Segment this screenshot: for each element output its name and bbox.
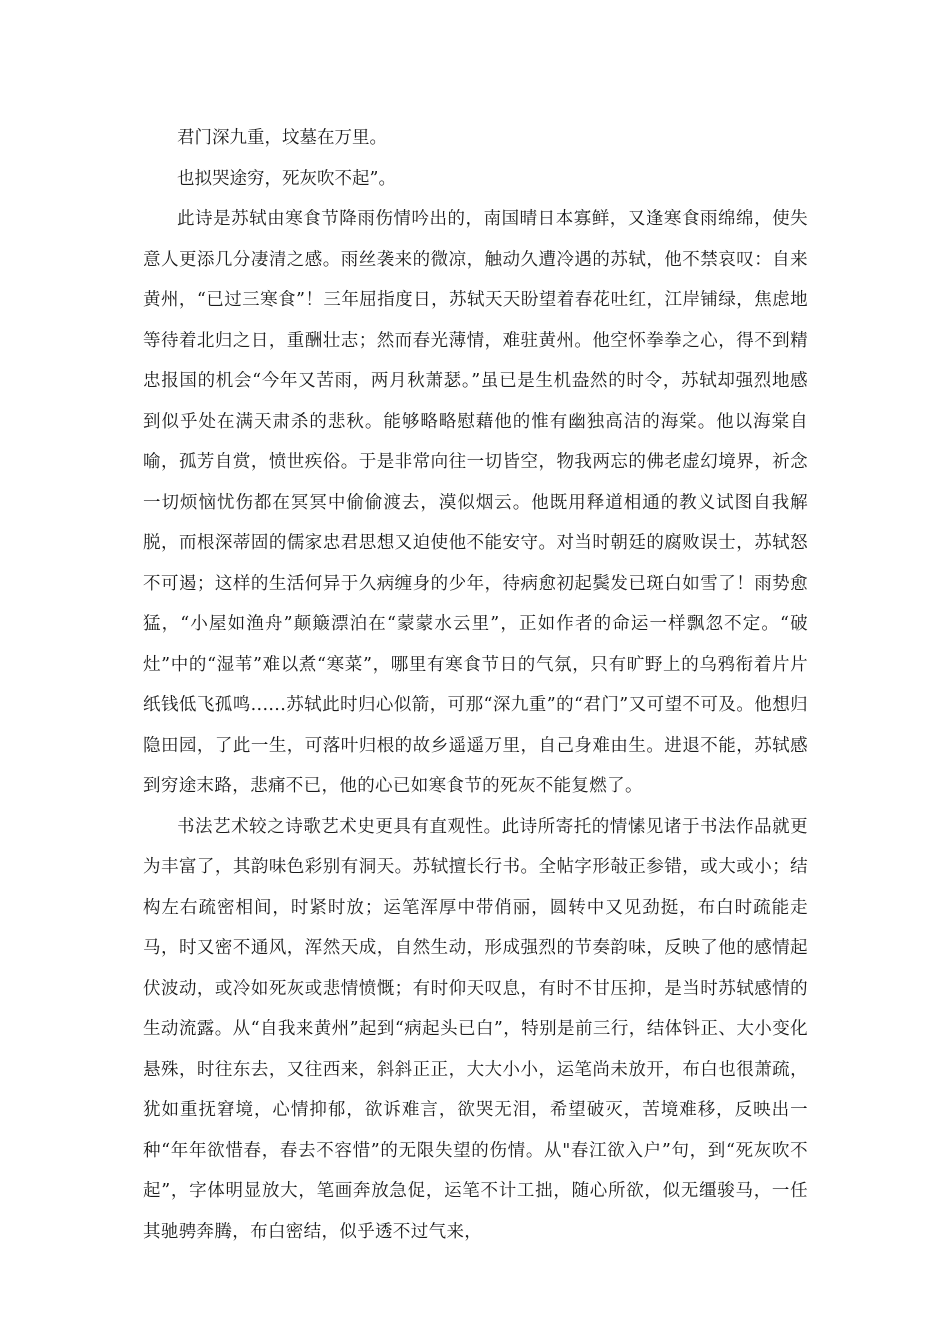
poem-line: 也拟哭途穷，死灰吹不起”。 xyxy=(177,168,396,189)
paragraph: 此诗是苏轼由寒食节降雨伤情吟出的，南国晴日本寡鲜，又逢寒食雨绵绵，使失意人更添几分凄清之感。雨丝袭来的微凉，触动久遭冷遇的苏轼，他不禁哀叹：自来黄州，“已过三寒食”！三年屈指度日，苏轼天天盼望着春花吐红，江岸铺绿，焦虑地等待着北归之日，重酬壮志；然而春光薄情，难驻黄州。他空怀拳拳之心，得不到精忠报国的机会“今年又苦雨，两月秋萧瑟。”虽已是生机盎然的时令，苏轼却强烈地感到似乎处在满天肃杀的悲秋。能够略略慰藉他的惟有幽独高洁的海棠。他以海棠自喻，孤芳自赏，愤世疾俗。于是非常向往一切皆空，物我两忘的佛老虚幻境界，祈念一切烦恼忧伤都在冥冥中偷偷渡去，漠似烟云。他既用释道相通的教义试图自我解脱，而根深蒂固的儒家忠君思想又迫使他不能安守。对当时朝廷的腐败误士，苏轼怒不可遏；这样的生活何异于久病缠身的少年，待病愈初起鬓发已斑白如雪了！雨势愈猛，“小屋如渔舟”颠簸漂泊在“蒙蒙水云里”，正如作者的命运一样飘忽不定。“破灶”中的“湿苇”难以煮“寒菜”，哪里有寒食节日的气氛，只有旷野上的乌鸦衔着片片纸钱低飞孤鸣......苏轼此时归心似箭，可那“深九重”的“君门”又可望不可及。他想归隐田园，了此一生，可落叶归根的故乡遥遥万里，自己身难由生。进退不能，苏轼感到穷途末路，悲痛不已，他的心已如寒食节的死灰不能复燃了。 xyxy=(143,209,808,796)
paragraph: 书法艺术较之诗歌艺术史更具有直观性。此诗所寄托的情愫见诸于书法作品就更为丰富了，其韵味色彩别有洞天。苏轼擅长行书。全帖字形敧正参错，或大或小；结构左右疏密相间，时紧时放；运笔浑厚中带俏丽，圆转中又见劲挺，布白时疏能走马，时又密不通风，浑然天成，自然生动，形成强烈的节奏韵味，反映了他的感情起伏波动，或冷如死灰或悲情愤慨；有时仰天叹息，有时不甘压抑，是当时苏轼感情的生动流露。从“自我来黄州”起到“病起头已白”，特别是前三行，结体钭正、大小变化悬殊，时往东去，又往西来，斜斜正正，大大小小，运笔尚未放开，布白也很萧疏，犹如重抚窘境，心情抑郁，欲诉难言，欲哭无泪，希望破灭，苦境难移，反映出一种“年年欲惜春，春去不容惜”的无限失望的伤情。从"春江欲入户”句，到“死灰吹不起”，字体明显放大，笔画奔放急促，运笔不计工拙，随心所欲，似无缰骏马，一任其驰骋奔腾，布白密结，似乎透不过气来， xyxy=(143,816,808,1242)
poem-line: 君门深九重，坟墓在万里。 xyxy=(177,128,387,148)
document-body xyxy=(143,118,808,1252)
